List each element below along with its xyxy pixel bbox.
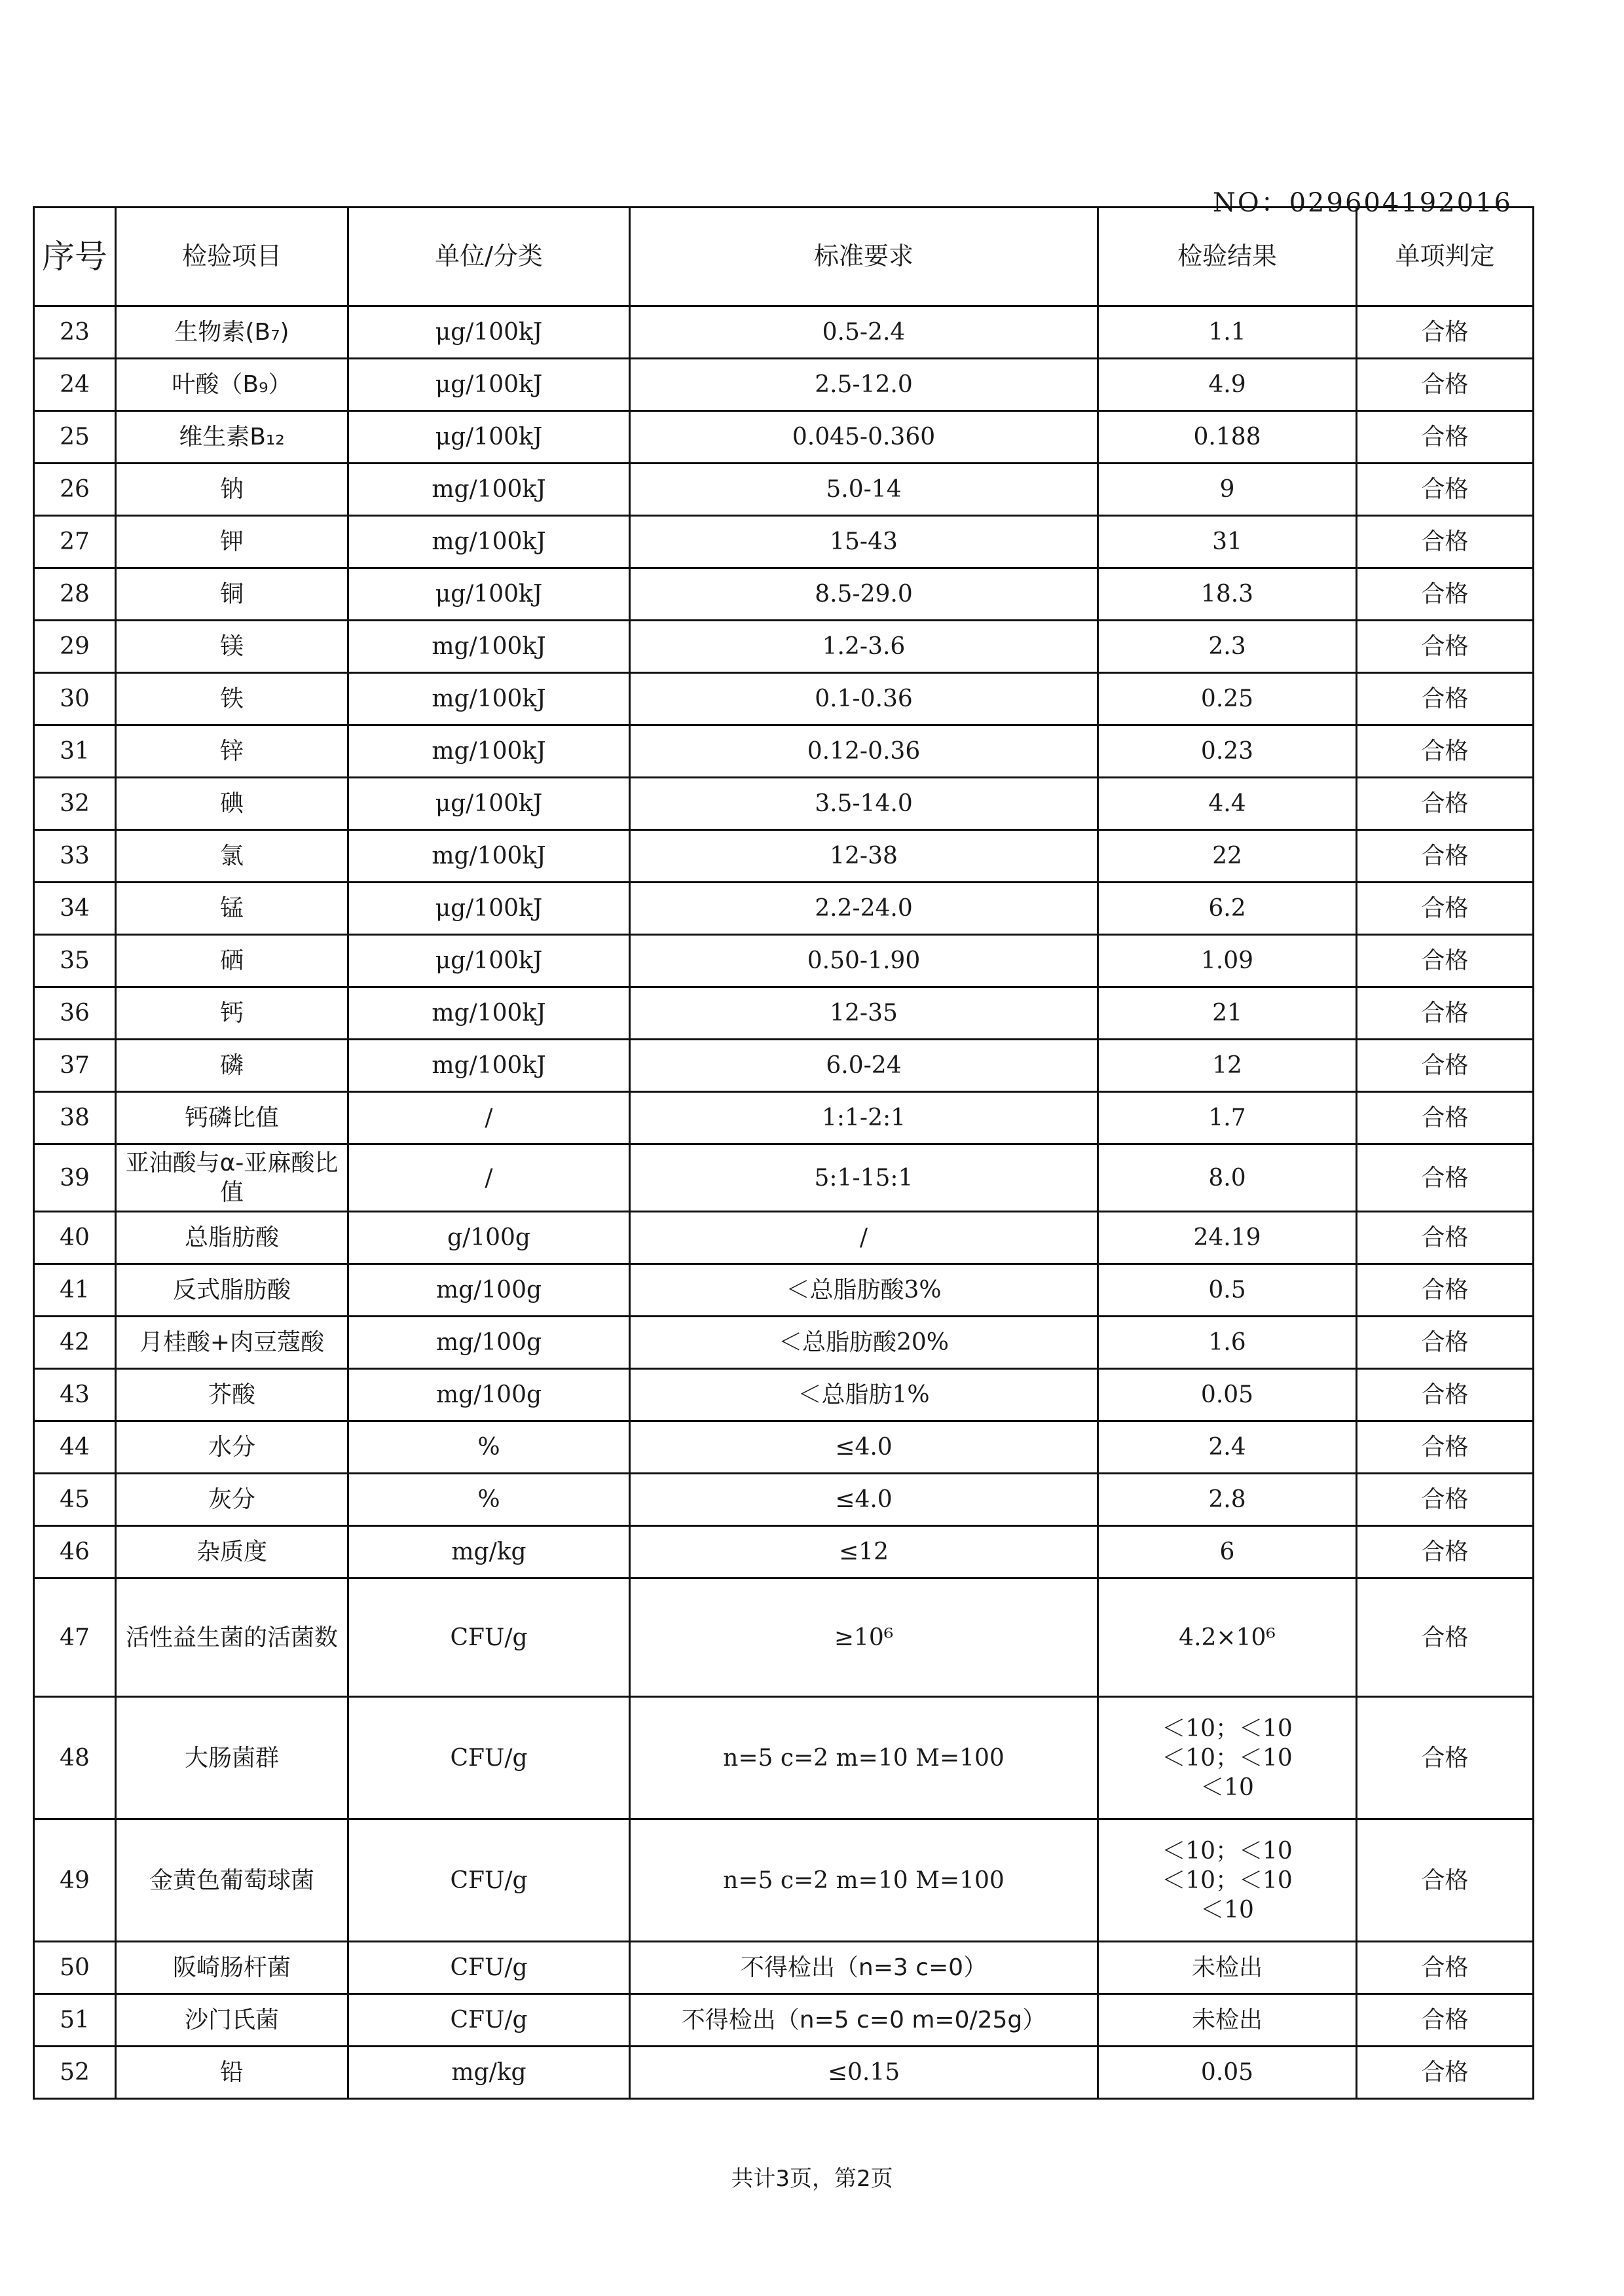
standard-cell: 0.045-0.360: [630, 411, 1098, 464]
table-body: [34, 306, 1534, 2099]
unit-cell: mg/100kJ: [348, 516, 630, 568]
item-cell: 维生素B₁₂: [116, 411, 348, 464]
seq-cell: 37: [34, 1040, 116, 1092]
item-cell: 钙磷比值: [116, 1092, 348, 1144]
item-cell: 铜: [116, 568, 348, 621]
judgment-cell: 合格: [1357, 464, 1534, 516]
judgment-cell: 合格: [1357, 935, 1534, 987]
page-footer: 共计3页，第2页: [731, 2166, 893, 2192]
standard-cell: ≤12: [630, 1526, 1098, 1578]
standard-cell: /: [630, 1212, 1098, 1264]
standard-cell: 2.2-24.0: [630, 883, 1098, 935]
result-cell: 0.05: [1098, 1369, 1357, 1421]
item-cell: 铁: [116, 673, 348, 725]
item-cell: 活性益生菌的活菌数: [116, 1578, 348, 1697]
seq-cell: 32: [34, 778, 116, 830]
header-seq: 序号: [34, 208, 116, 306]
unit-cell: μg/100kJ: [348, 568, 630, 621]
standard-cell: ＜总脂肪酸20%: [630, 1317, 1098, 1369]
item-cell: 锰: [116, 883, 348, 935]
result-cell: 2.3: [1098, 621, 1357, 673]
seq-cell: 47: [34, 1578, 116, 1697]
item-cell: 亚油酸与α-亚麻酸比值: [116, 1144, 348, 1212]
result-cell: 2.8: [1098, 1474, 1357, 1526]
result-cell: 12: [1098, 1040, 1357, 1092]
standard-cell: ≤4.0: [630, 1421, 1098, 1474]
judgment-cell: 合格: [1357, 1819, 1534, 1942]
unit-cell: μg/100kJ: [348, 306, 630, 359]
seq-cell: 33: [34, 830, 116, 883]
judgment-cell: 合格: [1357, 1212, 1534, 1264]
seq-cell: 24: [34, 359, 116, 411]
unit-cell: %: [348, 1421, 630, 1474]
result-cell: 1.6: [1098, 1317, 1357, 1369]
table-row: [34, 1474, 1534, 1526]
judgment-cell: 合格: [1357, 621, 1534, 673]
unit-cell: CFU/g: [348, 1819, 630, 1942]
judgment-cell: 合格: [1357, 1578, 1534, 1697]
judgment-cell: 合格: [1357, 306, 1534, 359]
standard-cell: ≤4.0: [630, 1474, 1098, 1526]
item-cell: 总脂肪酸: [116, 1212, 348, 1264]
table-row: [34, 568, 1534, 621]
header-item: 检验项目: [116, 208, 348, 306]
unit-cell: mg/100kJ: [348, 987, 630, 1040]
item-cell: 大肠菌群: [116, 1697, 348, 1819]
item-cell: 生物素(B₇): [116, 306, 348, 359]
judgment-cell: 合格: [1357, 1317, 1534, 1369]
table-row: [34, 1092, 1534, 1144]
standard-cell: ≤0.15: [630, 2047, 1098, 2099]
item-cell: 氯: [116, 830, 348, 883]
header-standard: 标准要求: [630, 208, 1098, 306]
seq-cell: 38: [34, 1092, 116, 1144]
result-cell: 0.5: [1098, 1264, 1357, 1317]
table-row: [34, 987, 1534, 1040]
unit-cell: %: [348, 1474, 630, 1526]
header-unit: 单位/分类: [348, 208, 630, 306]
item-cell: 灰分: [116, 1474, 348, 1526]
unit-cell: μg/100kJ: [348, 359, 630, 411]
table-row: [34, 1697, 1534, 1819]
judgment-cell: 合格: [1357, 1697, 1534, 1819]
item-cell: 磷: [116, 1040, 348, 1092]
standard-cell: 1:1-2:1: [630, 1092, 1098, 1144]
table-row: [34, 621, 1534, 673]
standard-cell: 6.0-24: [630, 1040, 1098, 1092]
standard-cell: 2.5-12.0: [630, 359, 1098, 411]
item-cell: 钠: [116, 464, 348, 516]
standard-cell: 5.0-14: [630, 464, 1098, 516]
standard-cell: 0.1-0.36: [630, 673, 1098, 725]
table-row: [34, 1317, 1534, 1369]
unit-cell: mg/100g: [348, 1317, 630, 1369]
unit-cell: mg/100g: [348, 1369, 630, 1421]
standard-cell: 0.5-2.4: [630, 306, 1098, 359]
result-cell: 22: [1098, 830, 1357, 883]
result-cell: 4.4: [1098, 778, 1357, 830]
unit-cell: μg/100kJ: [348, 883, 630, 935]
item-cell: 钙: [116, 987, 348, 1040]
item-cell: 反式脂肪酸: [116, 1264, 348, 1317]
table-row: [34, 935, 1534, 987]
table-row: [34, 1578, 1534, 1697]
judgment-cell: 合格: [1357, 568, 1534, 621]
table-row: [34, 778, 1534, 830]
result-cell: 未检出: [1098, 1942, 1357, 1994]
result-cell: 24.19: [1098, 1212, 1357, 1264]
judgment-cell: 合格: [1357, 1942, 1534, 1994]
standard-cell: 3.5-14.0: [630, 778, 1098, 830]
result-cell: 4.9: [1098, 359, 1357, 411]
judgment-cell: 合格: [1357, 725, 1534, 778]
seq-cell: 52: [34, 2047, 116, 2099]
item-cell: 阪崎肠杆菌: [116, 1942, 348, 1994]
standard-cell: 不得检出（n=5 c=0 m=0/25g）: [630, 1994, 1098, 2047]
seq-cell: 39: [34, 1144, 116, 1212]
table-row: [34, 1526, 1534, 1578]
header-judgment: 单项判定: [1357, 208, 1534, 306]
unit-cell: mg/100kJ: [348, 673, 630, 725]
item-cell: 杂质度: [116, 1526, 348, 1578]
result-cell: 1.1: [1098, 306, 1357, 359]
table-row: [34, 725, 1534, 778]
unit-cell: mg/kg: [348, 2047, 630, 2099]
unit-cell: μg/100kJ: [348, 935, 630, 987]
item-cell: 叶酸（B₉）: [116, 359, 348, 411]
standard-cell: n=5 c=2 m=10 M=100: [630, 1697, 1098, 1819]
judgment-cell: 合格: [1357, 1474, 1534, 1526]
seq-cell: 34: [34, 883, 116, 935]
seq-cell: 51: [34, 1994, 116, 2047]
result-cell: 未检出: [1098, 1994, 1357, 2047]
item-cell: 芥酸: [116, 1369, 348, 1421]
seq-cell: 35: [34, 935, 116, 987]
result-cell: 9: [1098, 464, 1357, 516]
table-row: [34, 1819, 1534, 1942]
seq-cell: 42: [34, 1317, 116, 1369]
result-cell: 8.0: [1098, 1144, 1357, 1212]
judgment-cell: 合格: [1357, 1994, 1534, 2047]
standard-cell: 5:1-15:1: [630, 1144, 1098, 1212]
item-cell: 月桂酸+肉豆蔻酸: [116, 1317, 348, 1369]
unit-cell: /: [348, 1144, 630, 1212]
unit-cell: mg/100g: [348, 1264, 630, 1317]
standard-cell: 0.50-1.90: [630, 935, 1098, 987]
unit-cell: mg/100kJ: [348, 725, 630, 778]
seq-cell: 48: [34, 1697, 116, 1819]
table-row: [34, 883, 1534, 935]
table-row: [34, 1212, 1534, 1264]
table-row: [34, 1421, 1534, 1474]
seq-cell: 41: [34, 1264, 116, 1317]
unit-cell: CFU/g: [348, 1697, 630, 1819]
judgment-cell: 合格: [1357, 883, 1534, 935]
judgment-cell: 合格: [1357, 830, 1534, 883]
seq-cell: 44: [34, 1421, 116, 1474]
unit-cell: CFU/g: [348, 1578, 630, 1697]
item-cell: 水分: [116, 1421, 348, 1474]
table-row: [34, 673, 1534, 725]
unit-cell: mg/100kJ: [348, 464, 630, 516]
result-cell: 0.23: [1098, 725, 1357, 778]
result-cell: 1.7: [1098, 1092, 1357, 1144]
unit-cell: CFU/g: [348, 1994, 630, 2047]
table-row: [34, 1942, 1534, 1994]
unit-cell: /: [348, 1092, 630, 1144]
standard-cell: 1.2-3.6: [630, 621, 1098, 673]
judgment-cell: 合格: [1357, 673, 1534, 725]
standard-cell: 15-43: [630, 516, 1098, 568]
result-cell: 18.3: [1098, 568, 1357, 621]
judgment-cell: 合格: [1357, 411, 1534, 464]
judgment-cell: 合格: [1357, 987, 1534, 1040]
unit-cell: mg/100kJ: [348, 1040, 630, 1092]
unit-cell: μg/100kJ: [348, 411, 630, 464]
seq-cell: 40: [34, 1212, 116, 1264]
standard-cell: 12-35: [630, 987, 1098, 1040]
item-cell: 镁: [116, 621, 348, 673]
standard-cell: ≥10⁶: [630, 1578, 1098, 1697]
result-cell: 6: [1098, 1526, 1357, 1578]
table-row: [34, 411, 1534, 464]
judgment-cell: 合格: [1357, 778, 1534, 830]
result-cell: 21: [1098, 987, 1357, 1040]
result-cell: 4.2×10⁶: [1098, 1578, 1357, 1697]
inspection-table: [33, 206, 1534, 2100]
result-cell: 0.25: [1098, 673, 1357, 725]
standard-cell: n=5 c=2 m=10 M=100: [630, 1819, 1098, 1942]
unit-cell: mg/kg: [348, 1526, 630, 1578]
header-result: 检验结果: [1098, 208, 1357, 306]
seq-cell: 45: [34, 1474, 116, 1526]
seq-cell: 50: [34, 1942, 116, 1994]
item-cell: 钾: [116, 516, 348, 568]
table-row: [34, 464, 1534, 516]
result-cell: 6.2: [1098, 883, 1357, 935]
table-row: [34, 306, 1534, 359]
table-row: [34, 1994, 1534, 2047]
table-row: [34, 830, 1534, 883]
seq-cell: 27: [34, 516, 116, 568]
result-cell: ＜10；＜10 ＜10；＜10 ＜10: [1098, 1819, 1357, 1942]
item-cell: 硒: [116, 935, 348, 987]
judgment-cell: 合格: [1357, 1264, 1534, 1317]
item-cell: 金黄色葡萄球菌: [116, 1819, 348, 1942]
seq-cell: 49: [34, 1819, 116, 1942]
judgment-cell: 合格: [1357, 516, 1534, 568]
judgment-cell: 合格: [1357, 1526, 1534, 1578]
table-row: [34, 2047, 1534, 2099]
judgment-cell: 合格: [1357, 1144, 1534, 1212]
seq-cell: 46: [34, 1526, 116, 1578]
standard-cell: 0.12-0.36: [630, 725, 1098, 778]
unit-cell: g/100g: [348, 1212, 630, 1264]
unit-cell: CFU/g: [348, 1942, 630, 1994]
judgment-cell: 合格: [1357, 2047, 1534, 2099]
table-row: [34, 516, 1534, 568]
item-cell: 铅: [116, 2047, 348, 2099]
result-cell: 1.09: [1098, 935, 1357, 987]
seq-cell: 43: [34, 1369, 116, 1421]
item-cell: 碘: [116, 778, 348, 830]
result-cell: 0.05: [1098, 2047, 1357, 2099]
item-cell: 锌: [116, 725, 348, 778]
table-row: [34, 359, 1534, 411]
table-row: [34, 1040, 1534, 1092]
judgment-cell: 合格: [1357, 1040, 1534, 1092]
item-cell: 沙门氏菌: [116, 1994, 348, 2047]
unit-cell: mg/100kJ: [348, 621, 630, 673]
result-cell: 31: [1098, 516, 1357, 568]
report-number: NO：029604192016: [1212, 188, 1513, 218]
table-header-row: [34, 208, 1534, 306]
seq-cell: 30: [34, 673, 116, 725]
seq-cell: 29: [34, 621, 116, 673]
standard-cell: 12-38: [630, 830, 1098, 883]
result-cell: 0.188: [1098, 411, 1357, 464]
standard-cell: 不得检出（n=3 c=0）: [630, 1942, 1098, 1994]
seq-cell: 36: [34, 987, 116, 1040]
seq-cell: 31: [34, 725, 116, 778]
judgment-cell: 合格: [1357, 359, 1534, 411]
unit-cell: mg/100kJ: [348, 830, 630, 883]
seq-cell: 23: [34, 306, 116, 359]
judgment-cell: 合格: [1357, 1369, 1534, 1421]
standard-cell: ＜总脂肪1%: [630, 1369, 1098, 1421]
table-row: [34, 1144, 1534, 1212]
seq-cell: 28: [34, 568, 116, 621]
unit-cell: μg/100kJ: [348, 778, 630, 830]
seq-cell: 26: [34, 464, 116, 516]
result-cell: 2.4: [1098, 1421, 1357, 1474]
standard-cell: ＜总脂肪酸3%: [630, 1264, 1098, 1317]
seq-cell: 25: [34, 411, 116, 464]
standard-cell: 8.5-29.0: [630, 568, 1098, 621]
judgment-cell: 合格: [1357, 1092, 1534, 1144]
judgment-cell: 合格: [1357, 1421, 1534, 1474]
table-row: [34, 1264, 1534, 1317]
result-cell: ＜10；＜10 ＜10；＜10 ＜10: [1098, 1697, 1357, 1819]
table-row: [34, 1369, 1534, 1421]
